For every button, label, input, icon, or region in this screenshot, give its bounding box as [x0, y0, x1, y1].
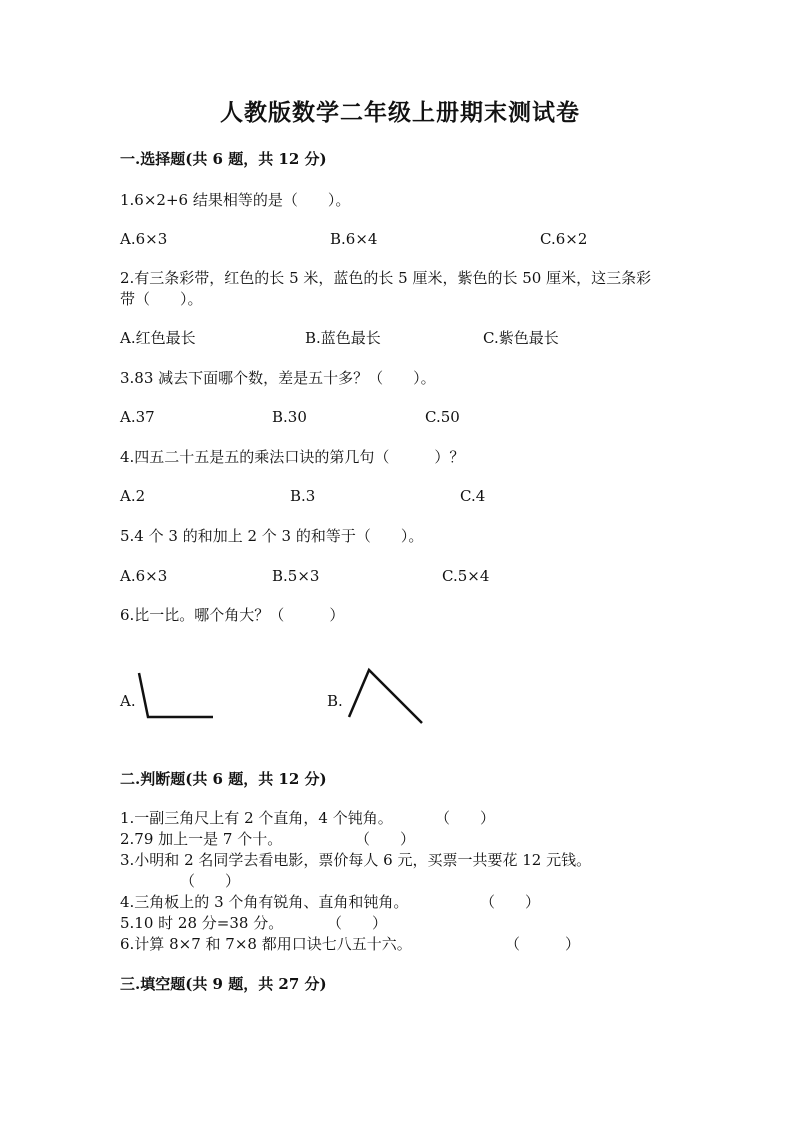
- question-1-option-b: B.6×4: [330, 230, 378, 248]
- question-3-option-b: B.30: [272, 408, 307, 426]
- question-3-option-a: A.37: [120, 408, 155, 426]
- question-4-option-b: B.3: [290, 487, 316, 505]
- question-6-option-b: B.: [327, 692, 343, 710]
- question-6-option-a: A.: [120, 692, 136, 710]
- question-1-option-a: A.6×3: [120, 230, 168, 248]
- judgement-5-text: 5.10 时 28 分=38 分。: [120, 914, 284, 932]
- judgement-4-text: 4.三角板上的 3 个角有锐角、直角和钝角。: [120, 893, 409, 911]
- page-title: 人教版数学二年级上册期末测试卷: [220, 99, 580, 126]
- judgement-4-paren: （ ）: [480, 893, 541, 911]
- question-4-stem: 4.四五二十五是五的乘法口诀的第几句（ ）？: [120, 448, 465, 466]
- section-heading-choice: 一.选择题(共 6 题，共 12 分): [120, 150, 327, 168]
- question-2-option-b: B.蓝色最长: [305, 329, 381, 347]
- judgement-2-text: 2.79 加上一是 7 个十。: [120, 830, 283, 848]
- question-2-stem-line-1: 2.有三条彩带，红色的长 5 米，蓝色的长 5 厘米，紫色的长 50 厘米，这三条彩: [120, 269, 652, 287]
- question-6-stem: 6.比一比。哪个角大？（ ）: [120, 606, 345, 624]
- question-2-option-a: A.红色最长: [120, 329, 196, 347]
- judgement-6-paren: （ ）: [505, 935, 581, 953]
- question-1-option-c: C.6×2: [540, 230, 588, 248]
- judgement-1-text: 1.一副三角尺上有 2 个直角，4 个钝角。: [120, 809, 393, 827]
- question-3-stem: 3.83 减去下面哪个数，差是五十多？（ ）。: [120, 369, 436, 387]
- question-5-option-a: A.6×3: [120, 567, 168, 585]
- question-5-option-b: B.5×3: [272, 567, 320, 585]
- judgement-3-paren: （ ）: [180, 872, 241, 890]
- angle-a-figure: [136, 670, 216, 722]
- question-4-option-a: A.2: [120, 487, 146, 505]
- question-5-option-c: C.5×4: [442, 567, 490, 585]
- judgement-1-paren: （ ）: [435, 809, 496, 827]
- section-heading-judgement: 二.判断题(共 6 题，共 12 分): [120, 770, 327, 788]
- judgement-6-text: 6.计算 8×7 和 7×8 都用口诀七八五十六。: [120, 935, 412, 953]
- question-2-stem-line-2: 带（ ）。: [120, 290, 203, 308]
- judgement-2-paren: （ ）: [355, 830, 416, 848]
- section-heading-fill-in: 三.填空题(共 9 题，共 27 分): [120, 975, 327, 993]
- judgement-5-paren: （ ）: [327, 914, 388, 932]
- judgement-3-text: 3.小明和 2 名同学去看电影，票价每人 6 元，买票一共要花 12 元钱。: [120, 851, 592, 869]
- question-2-option-c: C.紫色最长: [483, 329, 559, 347]
- question-1-stem: 1.6×2+6 结果相等的是（ ）。: [120, 191, 351, 209]
- angle-b-figure: [345, 666, 425, 726]
- question-3-option-c: C.50: [425, 408, 460, 426]
- question-5-stem: 5.4 个 3 的和加上 2 个 3 的和等于（ ）。: [120, 527, 424, 545]
- question-4-option-c: C.4: [460, 487, 486, 505]
